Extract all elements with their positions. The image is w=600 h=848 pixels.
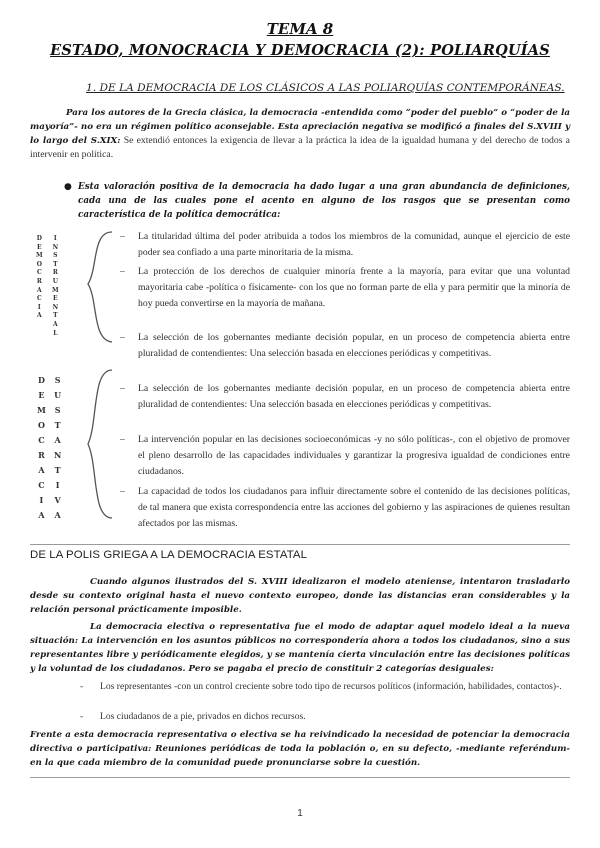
list-item: – La capacidad de todos los ciudadanos para influir directamente sobre el contenido de las decisiones políticas, de tal manera que exista correspondencia entre las acciones del gobierno y las aspiraciones de quienes resultan afectados por las mismas. [120,486,570,529]
page-number: 1 [297,808,303,819]
paragraph-2: Cuando algunos ilustrados del S. XVIII idealizaron el modelo ateniense, intentaron trasladarlo desde su contexto original hasta el nuevo contexto europeo, donde las distancias eran considerables y la relación personal prácticamente imposible. [30,577,570,615]
intro-handwritten-text: Para los autores de la Grecia clásica, la democracia -entendida como “poder del pueblo” o “poder de la mayoría”- no era un régimen político aconsejable. Esta apreciación negativa se modificó a finales del S.XVIII y lo largo del S.XIX: [30,108,570,146]
vertical-label-democracia-instrumental-1: D E M O C R A C I A [36,235,43,320]
list-item: – La selección de los gobernantes mediante decisión popular, en un proceso de competencia abierta entre pluralidad de contendientes: Una selección basada en elecciones periódicas y competitivas. [120,332,570,359]
list-item: – La protección de los derechos de cualquier minoría frente a la mayoría, para evitar que una voluntad mayoritaria cabe -política o físicamente- con los que no forman parte de ella y para permitir que la minoría de hoy pueda convertirse en la mayoría de mañana. [120,266,570,309]
divider [30,777,570,778]
section-heading-2: DE LA POLIS GRIEGA A LA DEMOCRACIA ESTATAL [30,549,308,561]
paragraph-3: La democracia electiva o representativa fue el modo de adaptar aquel modelo ideal a la nueva situación: La intervención en los asuntos públicos no correspondería ahora a todos los ciudadanos, sino a sus representantes libre y periódicamente elegidos, y se mantenía cierta vinculación entre las decisiones políticas y la voluntad de los ciudadanos. Pero se pagaba el precio de constituir 2 categorías desiguales: [30,622,570,674]
list-item: - Los ciudadanos de a pie, privados en dichos recursos. [80,711,306,722]
brace-icon [78,228,118,346]
divider [30,544,570,545]
intro-printed-text: Se extendió entonces la exigencia de llevar a la práctica la idea de la igualdad humana y del derecho de todos a intervenir en política. [30,135,570,160]
vertical-label-sustantiva: S U S T A N T I V A [54,375,62,520]
list-item: – La titularidad última del poder atribuida a todos los miembros de la comunidad, aunque el ejercicio de este poder sea confiado a una parte minoritaria de la misma. [120,231,570,258]
page-subtitle: ESTADO, MONOCRACIA Y DEMOCRACIA (2): POLIARQUÍAS [50,42,550,59]
list-item: – La intervención popular en las decisiones socioeconómicas -y no sólo políticas-, con el objetivo de promover el pleno desarrollo de las capacidades individuales y garantizar la progresiva igualdad de condiciones entre ciudadanos. [120,434,570,477]
list-item: - Los representantes -con un control creciente sobre todo tipo de recursos políticos (información, habilidades, contactos)-. [80,681,562,692]
intro-paragraph [30,106,570,162]
page-title: TEMA 8 [266,20,334,38]
section-heading-1: 1. DE LA DEMOCRACIA DE LOS CLÁSICOS A LAS POLIARQUÍAS CONTEMPORÁNEAS. [86,82,565,94]
bullet-text: Esta valoración positiva de la democracia ha dado lugar a una gran abundancia de definiciones, cada una de las cuales pone el acento en alguno de los rasgos que se presentan como característica de la política democrática: [78,182,570,220]
brace-icon [78,366,118,522]
bullet-paragraph [64,180,570,222]
vertical-label-democracia-sustantiva-1: D E M O C R A C I A [37,375,46,520]
vertical-label-instrumental: I N S T R U M E N T A L [52,235,59,337]
paragraph-4: Frente a esta democracia representativa o electiva se ha reivindicado la necesidad de potenciar la democracia directiva o participativa: Reuniones periódicas de toda la población o, en su defecto, -mediante referéndum- en la que cada miembro de la comunidad puede pronunciarse sobre la cuestión. [30,730,570,768]
bullet-icon: ● [64,182,72,192]
list-item: – La selección de los gobernantes mediante decisión popular, en un proceso de competencia abierta entre pluralidad de contendientes: Una selección basada en elecciones periódicas y competitivas. [120,383,570,410]
